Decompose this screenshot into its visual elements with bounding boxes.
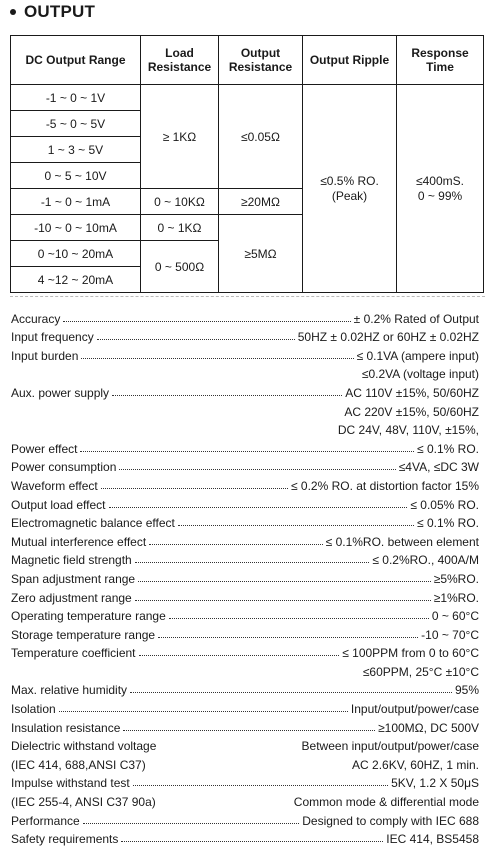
dot-leader [83,823,300,824]
spec-row [11,679,479,698]
spec-label: Aux. power supply [11,385,110,400]
spec-label: Mutual interference effect [11,534,147,549]
dot-leader [123,730,375,731]
spec-label: Power consumption [11,460,117,475]
output-table [10,35,484,293]
spec-label: Isolation [11,702,56,717]
spec-row [11,381,479,400]
spec-label: Insulation resistance [11,720,121,735]
spec-value: ≤ 0.2% RO. at distortion factor 15% [290,478,479,493]
load-resistance-1ma: 0 ~ 10KΩ [141,189,219,215]
spec-value: ≤ 0.1% RO. [417,516,479,531]
spec-row [11,790,479,809]
spec-label: Magnetic field strength [11,553,132,568]
spec-value: ≥100MΩ, DC 500V [378,720,479,735]
load-resistance-20ma: 0 ~ 500Ω [141,241,219,293]
spec-value: 5KV, 1.2 X 50μS [391,776,479,791]
spec-label: Accuracy [11,311,61,326]
dot-leader [130,692,452,693]
spec-value: -10 ~ 70°C [421,627,479,642]
spec-value: ≤0.2VA (voltage input) [361,367,479,382]
spec-value: ≤ 100PPM from 0 to 60°C [342,646,479,661]
response-value: ≤400mS. [416,173,464,188]
spec-label: (IEC 255-4, ANSI C37 90a) [11,795,156,810]
dot-leader [63,321,350,322]
spec-value: AC 220V ±15%, 50/60HZ [344,404,479,419]
spec-label: Span adjustment range [11,571,136,586]
response-time-cell [397,85,484,293]
spec-row [11,307,479,326]
dot-leader [169,618,429,619]
load-resistance-voltage: ≥ 1KΩ [141,85,219,189]
spec-value: Common mode & differential mode [293,795,479,810]
spec-label: Dielectric withstand voltage [11,739,157,754]
ripple-value: ≤0.5% RO. [320,173,379,188]
spec-label: Operating temperature range [11,609,166,624]
spec-value: ± 0.2% Rated of Output [353,311,479,326]
spec-value: Between input/output/power/case [301,739,479,754]
spec-value: ≥5%RO. [433,571,479,586]
range-cell: 4 ~12 ~ 20mA [11,267,141,293]
dot-leader [81,358,353,359]
spec-value: ≤ 0.1VA (ampere input) [356,348,479,363]
header-load-resistance: Load Resistance [141,36,219,85]
spec-label: (IEC 414, 688,ANSI C37) [11,757,146,772]
spec-value: Input/output/power/case [350,702,479,717]
spec-list [11,307,479,846]
spec-row [11,549,479,568]
spec-row [11,456,479,475]
range-cell: 1 ~ 3 ~ 5V [11,137,141,163]
dot-leader [109,507,408,508]
response-note: 0 ~ 99% [417,188,463,203]
spec-row [11,344,479,363]
spec-label: Zero adjustment range [11,590,132,605]
dot-leader [59,711,348,712]
spec-value: ≤ 0.1% RO. [417,441,479,456]
spec-row [11,735,479,754]
spec-value: ≤ 0.2%RO., 400A/M [372,553,479,568]
spec-label: Storage temperature range [11,627,156,642]
spec-label: Electromagnetic balance effect [11,516,175,531]
header-dc-output-range: DC Output Range [11,36,141,85]
bullet-icon [10,9,16,15]
dot-leader [135,562,370,563]
spec-row [11,716,479,735]
dot-leader [158,637,418,638]
spec-row [11,512,479,531]
spec-value: 50HZ ± 0.02HZ or 60HZ ± 0.02HZ [297,330,479,345]
dot-leader [133,785,388,786]
range-cell: 0 ~10 ~ 20mA [11,241,141,267]
output-resistance-current: ≥5MΩ [219,215,303,293]
header-output-ripple: Output Ripple [303,36,397,85]
spec-value: 0 ~ 60°C [431,609,479,624]
range-cell: -1 ~ 0 ~ 1mA [11,189,141,215]
spec-row [11,586,479,605]
spec-row [11,437,479,456]
output-resistance-voltage: ≤0.05Ω [219,85,303,189]
range-cell: 0 ~ 5 ~ 10V [11,163,141,189]
spec-value: ≤ 0.05% RO. [410,497,479,512]
spec-row [11,623,479,642]
spec-row [11,772,479,791]
spec-row [11,530,479,549]
spec-continuation-row [11,400,479,419]
spec-continuation-row [11,363,479,382]
dot-leader [139,655,340,656]
table-row [11,85,484,111]
spec-row [11,605,479,624]
section-title-text: OUTPUT [24,2,96,21]
spec-value: 95% [454,683,479,698]
spec-row [11,809,479,828]
dot-leader [101,488,288,489]
range-cell: -10 ~ 0 ~ 10mA [11,215,141,241]
load-resistance-10ma: 0 ~ 1KΩ [141,215,219,241]
header-response-time: Response Time [397,36,484,85]
range-cell: -1 ~ 0 ~ 1V [11,85,141,111]
dot-leader [138,581,431,582]
spec-label: Impulse withstand test [11,776,130,791]
spec-row [11,474,479,493]
spec-row [11,642,479,661]
spec-label: Input frequency [11,330,94,345]
section-title [4,0,95,24]
spec-row [11,493,479,512]
spec-row [11,697,479,716]
ripple-note: (Peak) [331,188,368,203]
spec-value: AC 110V ±15%, 50/60HZ [345,385,479,400]
header-output-resistance: Output Resistance [219,36,303,85]
spec-row [11,567,479,586]
spec-label: Output load effect [11,497,106,512]
output-resistance-1ma: ≥20MΩ [219,189,303,215]
spec-label: Temperature coefficient [11,646,136,661]
spec-label: Waveform effect [11,478,98,493]
spec-value: Designed to comply with IEC 688 [302,813,479,828]
dot-leader [135,600,431,601]
spec-value: IEC 414, BS5458 [386,832,479,847]
dot-leader [80,451,414,452]
spec-value: ≤ 0.1%RO. between element [325,534,479,549]
spec-continuation-row [11,419,479,438]
section-divider [10,296,485,297]
dot-leader [97,339,295,340]
spec-label: Safety requirements [11,832,119,847]
spec-value: ≤4VA, ≤DC 3W [398,460,479,475]
spec-row [11,753,479,772]
dot-leader [178,525,414,526]
spec-row [11,326,479,345]
dot-leader [112,395,342,396]
spec-value: ≤60PPM, 25°C ±10°C [362,664,479,679]
spec-label: Power effect [11,441,78,456]
range-cell: -5 ~ 0 ~ 5V [11,111,141,137]
dot-leader [121,841,383,842]
spec-label: Input burden [11,348,79,363]
spec-value: ≥1%RO. [433,590,479,605]
output-ripple-cell [303,85,397,293]
spec-value: AC 2.6KV, 60HZ, 1 min. [352,757,479,772]
dot-leader [119,469,395,470]
spec-label: Performance [11,813,80,828]
spec-label: Max. relative humidity [11,683,128,698]
spec-row [11,828,479,847]
dot-leader [149,544,322,545]
table-header-row [11,36,484,85]
spec-value: DC 24V, 48V, 110V, ±15%, [337,423,479,438]
spec-continuation-row [11,660,479,679]
